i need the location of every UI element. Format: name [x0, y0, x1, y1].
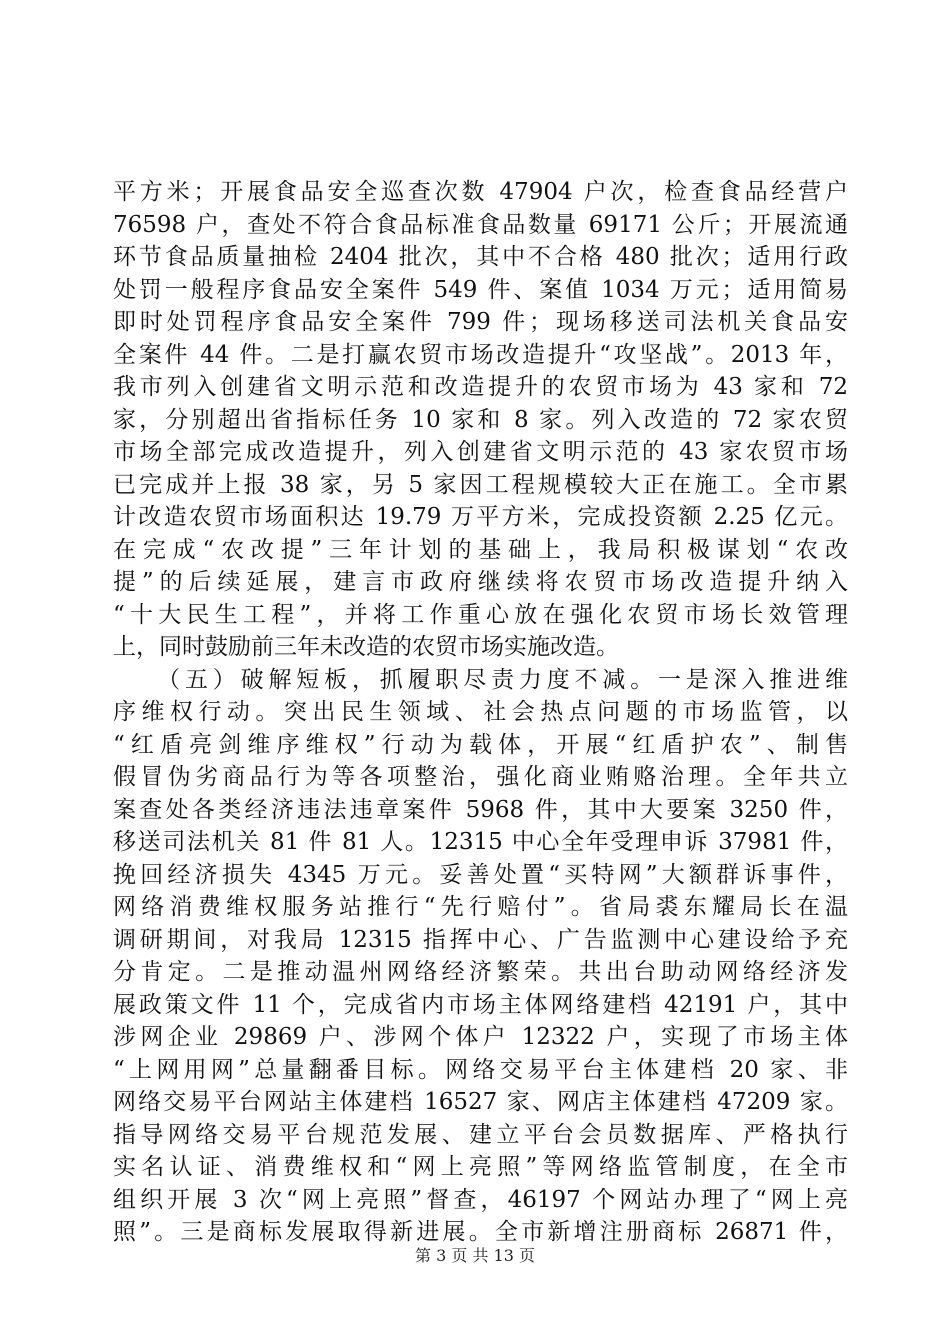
text-line: 平方米；开展食品安全巡查次数 47904 户次，检查食品经营户 [113, 179, 848, 205]
text-line: 全案件 44 件。二是打赢农贸市场改造提升“攻坚战”。2013 年， [113, 341, 848, 368]
text-line: 假冒伪劣商品行为等各项整治，强化商业贿赂治理。全年共立 [113, 764, 848, 790]
text-line: 提”的后续延展，建言市政府继续将农贸市场改造提升纳入 [113, 569, 848, 595]
text-line: 涉网企业 29869 户、涉网个体户 12322 户，实现了市场主体 [113, 1024, 848, 1050]
text-line: 序维权行动。突出民生领域、社会热点问题的市场监管，以 [113, 699, 848, 725]
text-line: 移送司法机关 81 件 81 人。12315 中心全年受理申诉 37981 件， [113, 829, 848, 855]
text-line: 展政策文件 11 个，完成省内市场主体网络建档 42191 户，其中 [113, 991, 848, 1018]
text-line: 处罚一般程序食品安全案件 549 件、案值 1034 万元；适用简易 [113, 276, 848, 303]
body-text [113, 176, 848, 1249]
text-line: 调研期间，对我局 12315 指挥中心、广告监测中心建设给予充 [113, 926, 848, 953]
text-line: 76598 户，查处不符合食品标准食品数量 69171 公斤；开展流通 [113, 211, 848, 238]
page-footer [0, 1246, 950, 1266]
text-line: 已完成并上报 38 家，另 5 家因工程规模较大正在施工。全市累 [113, 471, 848, 498]
text-line: 实名认证、消费维权和“网上亮照”等网络监管制度，在全市 [113, 1154, 848, 1180]
text-line: 分肯定。二是推动温州网络经济繁荣。共出台助动网络经济发 [113, 959, 848, 985]
text-line: 计改造农贸市场面积达 19.79 万平方米，完成投资额 2.25 亿元。 [113, 504, 848, 530]
paragraph-end-line: 上，同时鼓励前三年未改造的农贸市场实施改造。 [113, 634, 619, 660]
text-line: “上网用网”总量翻番目标。网络交易平台主体建档 20 家、非 [113, 1056, 848, 1083]
text-line: 组织开展 3 次“网上亮照”督查，46197 个网站办理了“网上亮 [113, 1186, 848, 1213]
text-line: 家，分别超出省指标任务 10 家和 8 家。列入改造的 72 家农贸 [113, 406, 848, 433]
text-line: 挽回经济损失 4345 万元。妥善处置“买特网”大额群诉事件， [113, 861, 848, 888]
text-line: 指导网络交易平台规范发展、建立平台会员数据库、严格执行 [113, 1121, 848, 1148]
text-line: 案查处各类经济违法违章案件 5968 件，其中大要案 3250 件， [113, 796, 848, 823]
paragraph-start-line: （五）破解短板，抓履职尽责力度不减。一是深入推进维 [113, 666, 848, 693]
text-line: 网络交易平台网站主体建档 16527 家、网店主体建档 47209 家。 [113, 1089, 848, 1115]
text-line: 网络消费维权服务站推行“先行赔付”。省局裘东耀局长在温 [113, 894, 848, 920]
text-line: 我市列入创建省文明示范和改造提升的农贸市场为 43 家和 72 [113, 374, 848, 400]
text-line: 照”。三是商标发展取得新进展。全市新增注册商标 26871 件， [113, 1219, 848, 1245]
text-line: 在完成“农改提”三年计划的基础上，我局积极谋划“农改 [113, 536, 848, 563]
text-line: 环节食品质量抽检 2404 批次，其中不合格 480 批次；适用行政 [113, 244, 848, 270]
text-line: 即时处罚程序食品安全案件 799 件；现场移送司法机关食品安 [113, 309, 848, 335]
page-number-label: 第 3 页 共 13 页 [415, 1246, 535, 1265]
text-line: 市场全部完成改造提升，列入创建省文明示范的 43 家农贸市场 [113, 439, 848, 465]
text-line: “红盾亮剑维序维权”行动为载体，开展“红盾护农”、制售 [113, 731, 848, 758]
text-line: “十大民生工程”，并将工作重心放在强化农贸市场长效管理 [113, 601, 848, 628]
